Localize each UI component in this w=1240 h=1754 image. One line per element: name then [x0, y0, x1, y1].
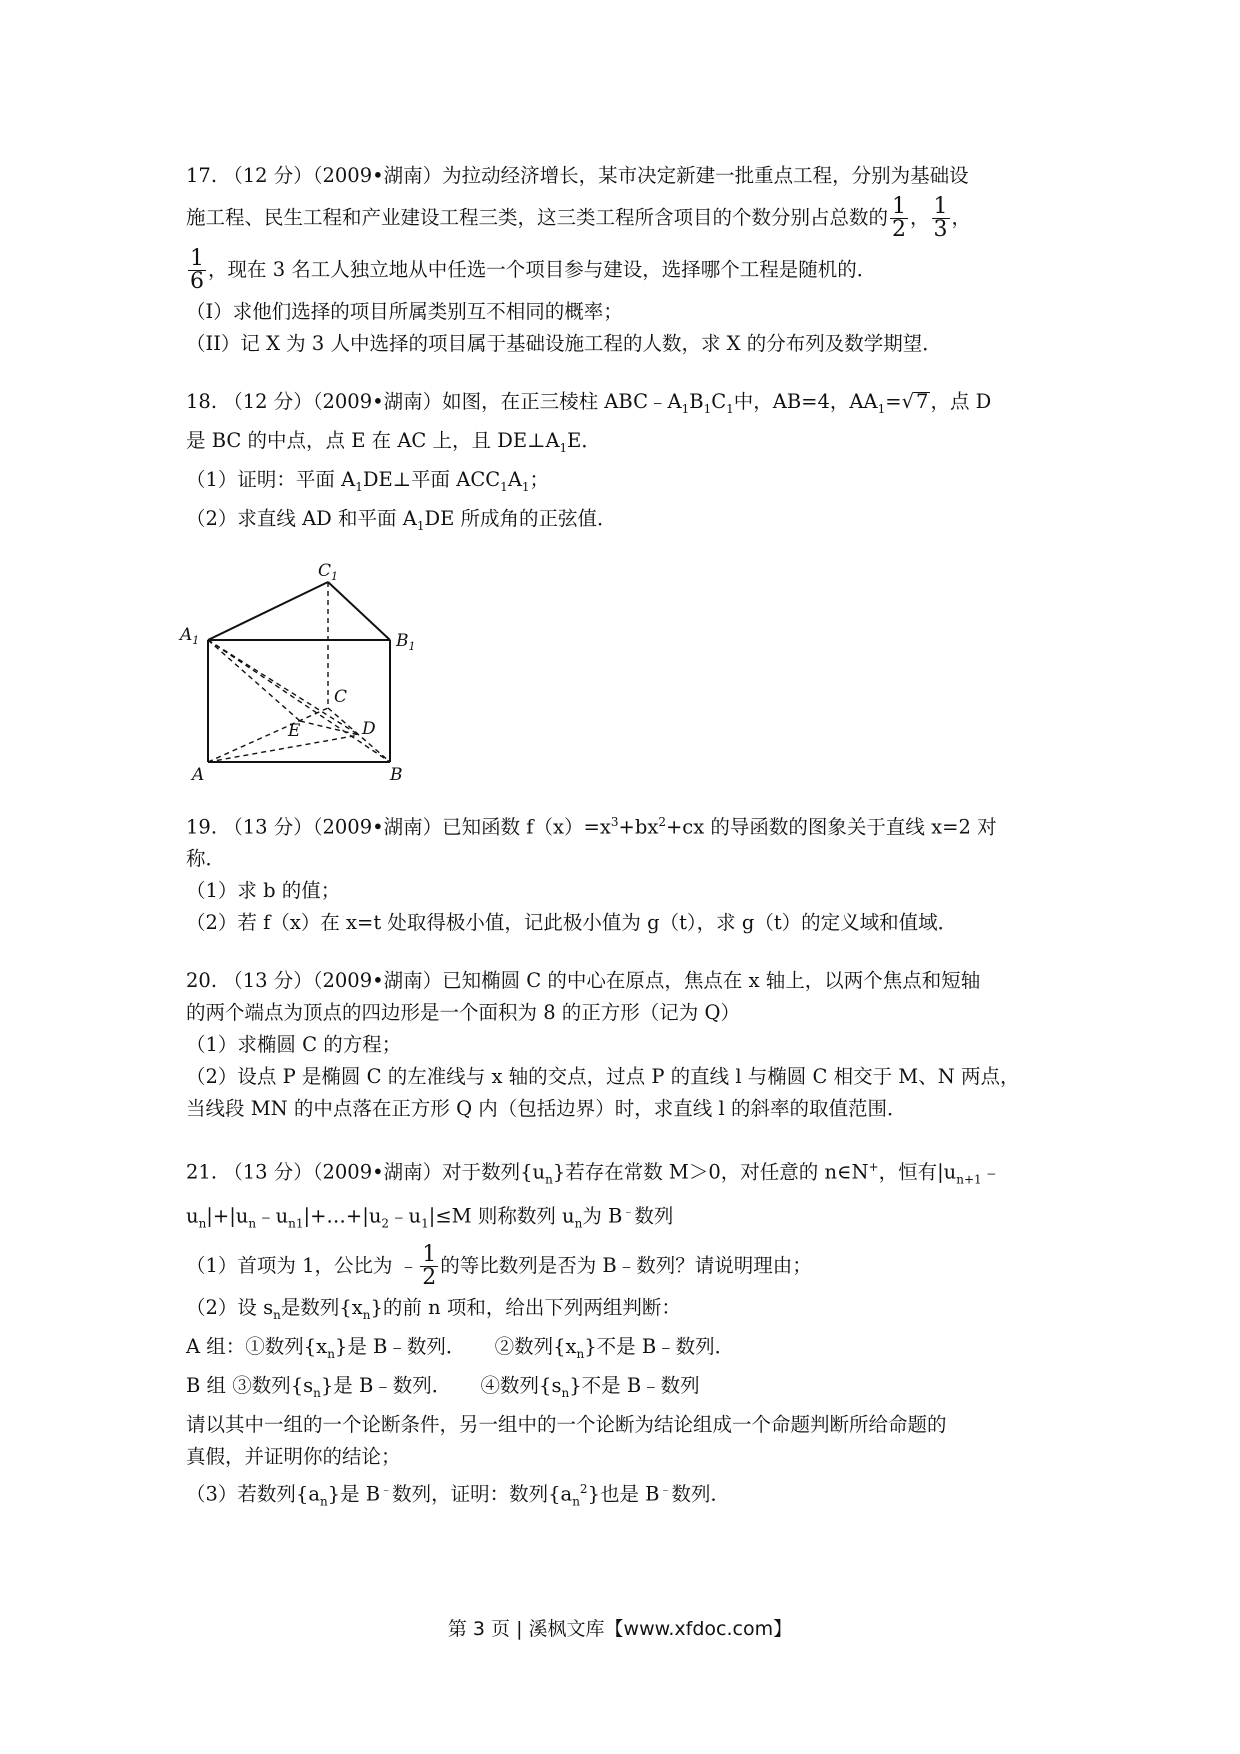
- segment-A-D: [208, 735, 359, 762]
- edge-C1-B1: [328, 582, 390, 640]
- label-A1: $A_1$: [180, 624, 200, 647]
- problem-21-line-1: 21. （13 分）（2009•湖南）对于数列$\{u_n\}$若存在常数 M＞0，对任意的 n∈N+，恒有$|u_{n+1}﹣$: [186, 1160, 1002, 1187]
- segment-A1-E: [208, 640, 300, 721]
- problem-18-line-2: 是 BC 的中点，点 E 在 AC 上，且 $DE\perp A_1E$．: [186, 428, 601, 455]
- problem-19-line-1: 19. （13 分）（2009•湖南）已知函数 $f(x)=x^3+bx^2+cx$ 的导函数的图象关于直线 x=2 对: [186, 814, 997, 839]
- problem-20-question-2b: 当线段 MN 的中点落在正方形 Q 内（包括边界）时，求直线 l 的斜率的取值范围．: [186, 1097, 907, 1121]
- fraction-one-half: $\frac{1}{2}$: [892, 194, 907, 242]
- problem-21-question-2-line-3: 请以其中一组的一个论断条件，另一组中的一个论断为结论组成一个命题判断所给命题的: [186, 1412, 947, 1436]
- problem-20-question-2a: （2）设点 P 是椭圆 C 的左准线与 x 轴的交点，过点 P 的直线 l 与椭圆 C 相交于 M、N 两点，: [186, 1065, 1020, 1089]
- problem-17-question-2: （II）记 X 为 3 人中选择的项目属于基础设施工程的人数，求 X 的分布列及数学期望．: [186, 332, 942, 355]
- problem-17: [186, 160, 1066, 360]
- problem-18: [180, 386, 1066, 800]
- problem-21: [186, 1151, 1066, 1517]
- page-footer: 第 3 页 | 溪枫文库【www.xfdoc.com】: [447, 1618, 793, 1640]
- problem-17-line-2: 施工程、民生工程和产业建设工程三类，这三类工程所含项目的个数分别占总数的 $\frac{1}{2}$ ， $\frac{1}{3}$ ，: [186, 194, 972, 242]
- problem-20-question-1: （1）求椭圆 C 的方程；: [186, 1033, 402, 1057]
- label-E: E: [288, 720, 301, 741]
- sqrt-seven: 7: [916, 390, 929, 413]
- fraction-one-sixth: $\frac{1}{6}$: [190, 246, 204, 294]
- problem-17-line-3: $\frac{1}{6}$ ，现在 3 名工人独立地从中任选一个项目参与建设，选择哪个工程是随机的．: [190, 246, 877, 294]
- label-D: D: [362, 718, 376, 739]
- problem-20: [186, 965, 1066, 1125]
- problem-17-line-1: 17. （12 分）（2009•湖南）为拉动经济增长，某市决定新建一批重点工程，分别为基础设: [186, 164, 969, 187]
- edge-A-C: [208, 708, 328, 762]
- problem-19-question-1: （1）求 b 的值；: [186, 879, 341, 903]
- problem-21-question-1: （1）首项为 1，公比为 ﹣ $\frac{1}{2}$ 的等比数列是否为 B﹣数列？请说明理由；: [186, 1241, 812, 1290]
- problem-17-text: 施工程、民生工程和产业建设工程三类，这三类工程所含项目的个数分别占总数的: [186, 206, 889, 229]
- label-C1: $C_1$: [318, 560, 339, 583]
- segment-A1-B: [208, 640, 390, 762]
- label-A: A: [192, 764, 205, 785]
- label-B: B: [390, 764, 403, 785]
- problem-21-line-2: $u_n|+|u_n﹣u_{n1}|+\dots+|u_2﹣u_1|\le M$ 则称数列 $u_n$为 B﹣数列: [186, 1204, 674, 1231]
- sqrt-symbol: √: [901, 390, 915, 413]
- edge-A1-C1: [208, 582, 328, 640]
- problem-21-question-2-line-4: 真假，并证明你的结论；: [186, 1444, 401, 1468]
- fraction-one-half: $\frac{1}{2}$: [422, 1241, 437, 1290]
- problem-19-line-2: 称．: [186, 847, 226, 871]
- problem-20-line-1: 20. （13 分）（2009•湖南）已知椭圆 C 的中心在原点，焦点在 x 轴上，以两个焦点和短轴: [186, 969, 981, 993]
- prism-figure: [178, 560, 438, 800]
- problem-19-question-2: （2）若 f（x）在 x=t 处取得极小值，记此极小值为 g（t），求 g（t）的定义域和值域．: [186, 911, 958, 935]
- label-B1: $B_1$: [396, 630, 416, 653]
- problem-21-question-2: （2）设 $s_n$是数列$\{x_n\}$的前 n 项和，给出下列两组判断：: [186, 1295, 681, 1322]
- problem-21-a-group: A 组：①数列$\{x_n\}$是 B﹣数列． ②数列$\{x_n\}$不是 B﹣数列．: [186, 1334, 735, 1361]
- problem-17-question-1: （I）求他们选择的项目所属类别互不相同的概率；: [186, 300, 623, 323]
- fraction-one-third: $\frac{1}{3}$: [933, 194, 948, 242]
- problem-18-line-1: 18. （12 分）（2009•湖南）如图，在正三棱柱 $ABC﹣A_1B_1C_1$中，AB=4，$AA_1=√$ 7 ，点 D: [186, 390, 992, 416]
- problem-21-question-3: （3）若数列$\{a_n\}$是 B﹣数列，证明：数列$\{a_n^2\}$也是 B﹣数列．: [186, 1481, 731, 1508]
- page-content: [180, 160, 1066, 1517]
- problem-18-question-2: （2）求直线 AD 和平面 $A_1DE$ 所成角的正弦值．: [186, 506, 617, 533]
- problem-18-question-1: （1）证明：平面 $A_1DE\perp$平面 $ACC_1A_1$；: [186, 467, 550, 494]
- problem-19: [186, 806, 1066, 940]
- problem-21-b-group: B 组 ③数列$\{s_n\}$是 B﹣数列． ④数列$\{s_n\}$不是 B﹣数列: [186, 1373, 700, 1400]
- problem-20-line-2: 的两个端点为顶点的四边形是一个面积为 8 的正方形（记为 Q）: [186, 1001, 740, 1025]
- label-C: C: [334, 686, 348, 707]
